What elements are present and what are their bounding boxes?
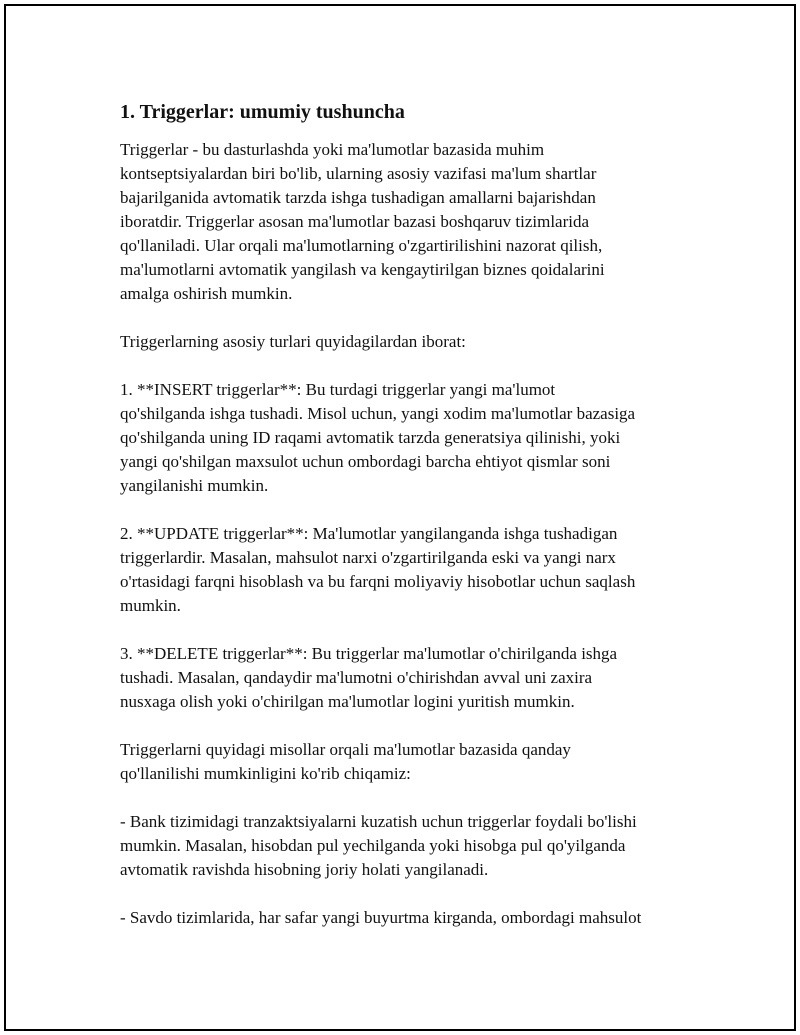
text-line: o'rtasidagi farqni hisoblash va bu farqni moliyaviy hisobotlar uchun saqlash [120,572,636,591]
text-line: triggerlardir. Masalan, mahsulot narxi o'zgartirilganda eski va yangi narx [120,548,616,567]
text-line: amalga oshirish mumkin. [120,284,293,303]
paragraph-delete-trigger [120,642,700,714]
text-line: nusxaga olish yoki o'chirilgan ma'lumotlar logini yuritish mumkin. [120,692,575,711]
text-line: iboratdir. Triggerlar asosan ma'lumotlar bazasi boshqaruv tizimlarida [120,212,590,231]
text-line: mumkin. [120,596,181,615]
text-line: qo'shilganda uning ID raqami avtomatik tarzda generatsiya qilinishi, yoki [120,428,621,447]
paragraph-sales-example [120,906,700,930]
text-line: bajarilganida avtomatik tarzda ishga tushadigan amallarni bajarishdan [120,188,596,207]
document-body [120,100,700,954]
text-line: Triggerlar - bu dasturlashda yoki ma'lumotlar bazasida muhim [120,140,545,159]
text-line: avtomatik ravishda hisobning joriy holati yangilanadi. [120,860,489,879]
text-line: tushadi. Masalan, qandaydir ma'lumotni o'chirishdan avval uni zaxira [120,668,593,687]
paragraph-bank-example [120,810,700,882]
text-line: qo'shilganda ishga tushadi. Misol uchun, yangi xodim ma'lumotlar bazasiga [120,404,636,423]
text-line: qo'llaniladi. Ular orqali ma'lumotlarning o'zgartirilishini nazorat qilish, [120,236,603,255]
text-line: 3. **DELETE triggerlar**: Bu triggerlar ma'lumotlar o'chirilganda ishga [120,644,618,663]
text-line: ma'lumotlarni avtomatik yangilash va kengaytirilgan biznes qoidalarini [120,260,605,279]
text-line: Triggerlarni quyidagi misollar orqali ma'lumotlar bazasida qanday [120,740,571,759]
text-line: 1. **INSERT triggerlar**: Bu turdagi triggerlar yangi ma'lumot [120,380,556,399]
paragraph-insert-trigger [120,378,700,498]
paragraph-examples-intro [120,738,700,786]
paragraph-types-intro [120,330,700,354]
paragraph-intro [120,138,700,306]
section-heading: 1. Triggerlar: umumiy tushuncha [120,101,405,123]
text-line: - Savdo tizimlarida, har safar yangi buyurtma kirganda, ombordagi mahsulot [120,908,642,927]
paragraph-update-trigger [120,522,700,618]
text-line: - Bank tizimidagi tranzaktsiyalarni kuzatish uchun triggerlar foydali bo'lishi [120,812,637,831]
text-line: kontseptsiyalardan biri bo'lib, ularning asosiy vazifasi ma'lum shartlar [120,164,597,183]
text-line: yangilanishi mumkin. [120,476,269,495]
text-line: Triggerlarning asosiy turlari quyidagilardan iborat: [120,332,466,351]
text-line: 2. **UPDATE triggerlar**: Ma'lumotlar yangilanganda ishga tushadigan [120,524,618,543]
page-frame [4,4,796,1031]
text-line: qo'llanilishi mumkinligini ko'rib chiqamiz: [120,764,411,783]
text-line: yangi qo'shilgan maxsulot uchun ombordagi barcha ehtiyot qismlar soni [120,452,611,471]
text-line: mumkin. Masalan, hisobdan pul yechilganda yoki hisobga pul qo'yilganda [120,836,626,855]
